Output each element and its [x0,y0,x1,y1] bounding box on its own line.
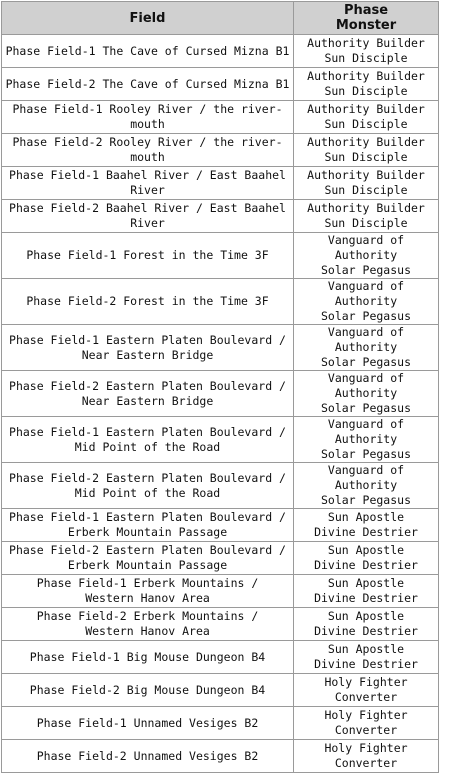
field-text: Phase Field-1 Baahel River / East Baahel River [9,168,286,197]
table-row [2,707,439,740]
field-column-header: Field [2,2,294,35]
field-cell [2,233,294,279]
field-cell [2,35,294,68]
phase-monster-cell [294,740,439,773]
monster-name: Vanguard of Authority [327,279,405,308]
field-cell [2,101,294,134]
phase-monster-cell [294,68,439,101]
table-row [2,509,439,542]
field-cell [2,200,294,233]
field-cell [2,740,294,773]
field-text: Phase Field-2 Forest in the Time 3F [26,294,269,308]
field-cell [2,575,294,608]
monster-name: Sun Apostle [327,609,405,623]
field-cell [2,279,294,325]
monster-name: Converter [334,723,398,737]
field-text: Phase Field-2 Erberk Mountains / [36,609,259,623]
field-cell [2,608,294,641]
phase-monster-cell [294,575,439,608]
field-cell [2,707,294,740]
phase-monster-cell [294,608,439,641]
field-text: Phase Field-1 Eastern Platen Boulevard / [9,332,286,347]
field-text: Phase Field-1 The Cave of Cursed Mizna B1 [5,43,290,58]
monster-name: Authority Builder [307,168,425,182]
phase-monster-cell [294,279,439,325]
table-row [2,200,439,233]
monster-name: Vanguard of Authority [327,233,405,262]
field-text: Phase Field-1 Forest in the Time 3F [26,248,269,262]
field-cell [2,167,294,200]
monster-name: Solar Pegasus [320,355,411,369]
monster-name: Holy Fighter [324,708,408,722]
table-row [2,35,439,68]
field-text: Phase Field-2 Eastern Platen Boulevard / [9,470,286,485]
monster-name: Solar Pegasus [320,447,411,461]
monster-name: Holy Fighter [324,741,408,755]
monster-name: Sun Disciple [324,51,408,65]
field-cell [2,371,294,417]
monster-name: Authority Builder [307,36,425,50]
field-cell [2,134,294,167]
phase-monster-cell [294,707,439,740]
monster-name: Sun Apostle [327,576,405,590]
monster-name: Sun Apostle [327,510,405,524]
monster-name: Sun Disciple [324,183,408,197]
phase-field-table [1,1,439,773]
phase-monster-cell [294,542,439,575]
phase-monster-cell [294,35,439,68]
field-cell [2,417,294,463]
monster-name: Authority Builder [307,102,425,116]
field-cell [2,641,294,674]
table-row [2,101,439,134]
table-row [2,575,439,608]
table-row [2,542,439,575]
field-text: Western Hanov Area [85,591,210,605]
field-text: Mid Point of the Road [74,439,221,454]
monster-name: Sun Apostle [327,642,405,656]
field-cell [2,542,294,575]
table-row [2,167,439,200]
field-text: Mid Point of the Road [74,485,221,500]
phase-monster-cell [294,200,439,233]
field-text: Phase Field-1 Unnamed Vesiges B2 [36,715,259,730]
phase-monster-cell [294,463,439,509]
field-text: Phase Field-2 Rooley River / the river-mouth [12,135,283,164]
table-row [2,68,439,101]
field-text: Phase Field-1 Rooley River / the river-mouth [12,102,283,131]
table-row [2,325,439,371]
monster-name: Vanguard of Authority [327,325,405,354]
monster-name: Sun Disciple [324,84,408,98]
monster-name: Sun Apostle [327,543,405,557]
field-text: Phase Field-2 Unnamed Vesiges B2 [36,748,259,763]
phase-monster-cell [294,233,439,279]
field-cell [2,674,294,707]
monster-name: Converter [334,756,398,770]
table-row [2,740,439,773]
field-cell [2,325,294,371]
phase-monster-cell [294,509,439,542]
table-row [2,233,439,279]
monster-name: Authority Builder [307,69,425,83]
monster-name: Authority Builder [307,201,425,215]
table-row [2,641,439,674]
monster-name: Solar Pegasus [320,309,411,323]
phase-monster-cell [294,325,439,371]
monster-name: Solar Pegasus [320,493,411,507]
field-cell [2,509,294,542]
monster-name: Divine Destrier [314,624,418,638]
phase-monster-column-header [294,2,439,35]
phase-monster-cell [294,417,439,463]
phase-monster-cell [294,641,439,674]
field-cell [2,463,294,509]
monster-name: Sun Disciple [324,150,408,164]
field-text: Phase Field-1 Erberk Mountains / [36,576,259,590]
monster-name: Divine Destrier [314,525,418,539]
monster-name: Solar Pegasus [320,401,411,415]
field-text: Erberk Mountain Passage [67,558,228,572]
table-row [2,417,439,463]
phase-monster-cell [294,134,439,167]
monster-name: Authority Builder [307,135,425,149]
phase-monster-cell [294,101,439,134]
table-row [2,674,439,707]
table-row [2,279,439,325]
field-text: Phase Field-2 Eastern Platen Boulevard / [9,543,286,557]
monster-name: Converter [334,690,398,704]
field-text: Phase Field-1 Eastern Platen Boulevard / [9,510,286,524]
table-row [2,463,439,509]
monster-name: Vanguard of Authority [327,463,405,492]
monster-name: Vanguard of Authority [327,371,405,400]
table-row [2,134,439,167]
field-cell [2,68,294,101]
monster-name: Divine Destrier [314,591,418,605]
phase-monster-cell [294,674,439,707]
field-text: Phase Field-2 Big Mouse Dungeon B4 [29,682,266,697]
monster-name: Divine Destrier [314,657,418,671]
header-line: Phase [343,3,389,18]
field-text: Phase Field-2 Baahel River / East Baahel River [9,201,286,230]
phase-monster-cell [294,371,439,417]
field-text: Phase Field-2 The Cave of Cursed Mizna B1 [5,76,290,91]
field-text: Western Hanov Area [85,624,210,638]
table-body [2,35,439,773]
monster-name: Solar Pegasus [320,263,411,277]
monster-name: Sun Disciple [324,117,408,131]
field-text: Near Eastern Bridge [81,393,214,408]
table-row [2,608,439,641]
monster-name: Vanguard of Authority [327,417,405,446]
field-text: Erberk Mountain Passage [67,525,228,539]
field-text: Phase Field-1 Eastern Platen Boulevard / [9,424,286,439]
table-header-row [2,2,439,35]
field-text: Phase Field-1 Big Mouse Dungeon B4 [29,649,266,664]
phase-monster-cell [294,167,439,200]
monster-name: Sun Disciple [324,216,408,230]
field-text: Near Eastern Bridge [81,347,214,362]
header-line: Monster [335,18,397,33]
table-row [2,371,439,417]
field-text: Phase Field-2 Eastern Platen Boulevard / [9,378,286,393]
monster-name: Divine Destrier [314,558,418,572]
monster-name: Holy Fighter [324,675,408,689]
